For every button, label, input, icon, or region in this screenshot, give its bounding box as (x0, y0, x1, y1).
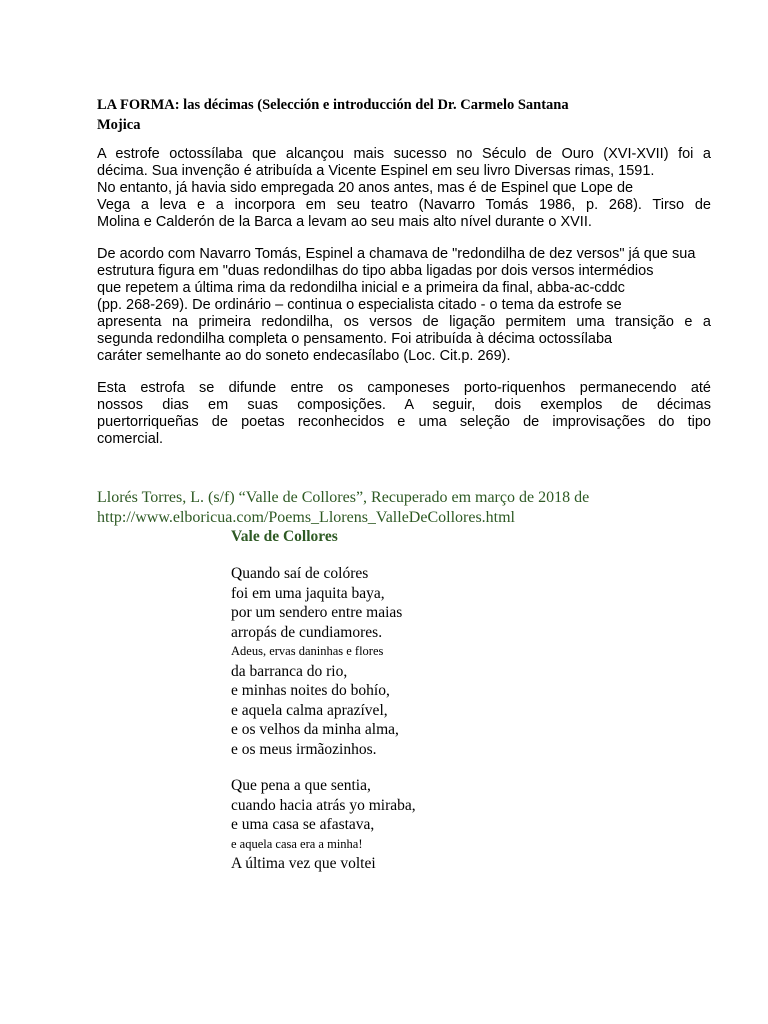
verse-line: Que pena a que sentia, (231, 777, 371, 794)
text-line: nossos dias em suas composições. A seguir, dois exemplos de décimas (97, 397, 711, 413)
source-reference (97, 488, 717, 528)
verse-line: Quando saí de colóres (231, 565, 369, 582)
text-line: De acordo com Navarro Tomás, Espinel a chamava de "redondilha de dez versos" já que sua (97, 246, 696, 262)
reference-line-1: Llorés Torres, L. (s/f) “Valle de Collores”, Recuperado em março de 2018 de (97, 489, 590, 506)
text-line: apresenta na primeira redondilha, os versos de ligação permitem uma transição e a (97, 314, 711, 330)
verse-line: foi em uma jaquita baya, (231, 584, 385, 602)
poem-stanza-1 (231, 564, 402, 759)
poem-stanza-2 (231, 776, 416, 874)
text-line: Vega a leva e a incorpora em seu teatro (Navarro Tomás 1986, p. 268). Tirso de (97, 197, 711, 213)
verse-line: e os velhos da minha alma, (231, 721, 399, 738)
text-line: que repetem a última rima da redondilha inicial e a primeira da final, abba-ac-cddc (97, 280, 625, 296)
text-line: (pp. 268-269). De ordinário – continua o especialista citado - o tema da estrofe se (97, 297, 622, 313)
text-line: caráter semelhante ao do soneto endecasílabo (Loc. Cit.p. 269). (97, 348, 511, 364)
text-line: Molina e Calderón de la Barca a levam ao seu mais alto nível durante o XVII. (97, 214, 592, 230)
verse-line: e minhas noites do bohío, (231, 682, 390, 699)
verse-line: e aquela calma aprazível, (231, 701, 388, 719)
verse-line: arropás de cundiamores. (231, 623, 383, 641)
heading-line-2: Mojica (97, 117, 141, 133)
heading-line-1: LA FORMA: las décimas (Selección e introducción del Dr. Carmelo Santana (97, 97, 569, 113)
verse-line: por um sendero entre maias (231, 604, 403, 621)
text-line: A estrofe octossílaba que alcançou mais sucesso no Século de Ouro (XVI-XVII) foi a (97, 146, 711, 162)
poem-title: Vale de Collores (231, 528, 338, 545)
verse-line: e uma casa se afastava, (231, 816, 375, 833)
reference-url: http://www.elboricua.com/Poems_Llorens_ValleDeCollores.html (97, 509, 515, 526)
verse-line: e aquela casa era a minha! (231, 836, 363, 851)
text-line: segunda redondilha completa o pensamento. Foi atribuída à décima octossílaba (97, 331, 613, 347)
paragraph-structure (97, 246, 711, 365)
verse-line: A última vez que voltei (231, 855, 376, 872)
text-line: Esta estrofa se difunde entre os camponeses porto-riquenhos permanecendo até (97, 380, 711, 396)
verse-line: da barranca do rio, (231, 662, 348, 680)
text-line: No entanto, já havia sido empregada 20 anos antes, mas é de Espinel que Lope de (97, 180, 634, 196)
text-line: estrutura figura em "duas redondilhas do tipo abba ligadas por dois versos intermédios (97, 263, 654, 279)
paragraph-diffusion (97, 380, 711, 448)
verse-line: Adeus, ervas daninhas e flores (231, 644, 384, 658)
text-line: comercial. (97, 431, 164, 447)
section-heading (97, 95, 717, 135)
text-line: puertorriqueñas de poetas reconhecidos e uma seleção de improvisações do tipo (97, 414, 711, 430)
paragraph-intro (97, 146, 711, 231)
text-line: décima. Sua invenção é atribuída a Vicente Espinel em seu livro Diversas rimas, 1591. (97, 163, 655, 179)
verse-line: e os meus irmãozinhos. (231, 740, 377, 758)
verse-line: cuando hacia atrás yo miraba, (231, 796, 416, 814)
